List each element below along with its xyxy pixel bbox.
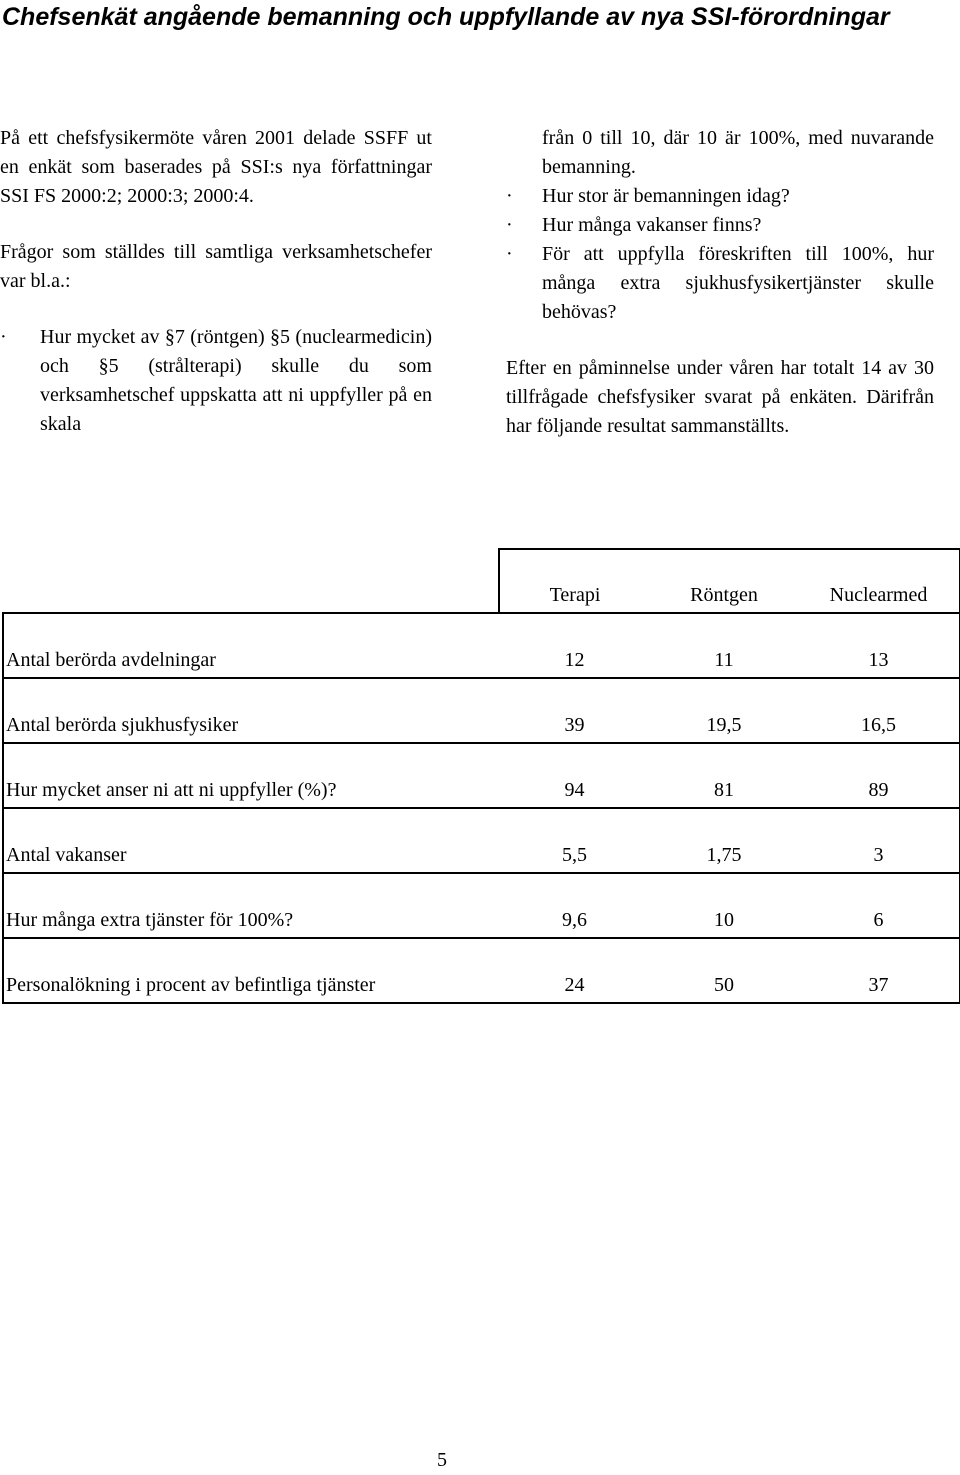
table-cell: 89 <box>798 743 960 808</box>
table-header-row <box>3 549 960 613</box>
left-column <box>0 124 432 439</box>
row-label: Antal vakanser <box>3 808 499 873</box>
bullet-continuation: från 0 till 10, där 10 är 100%, med nuvarande bemanning. <box>542 127 934 178</box>
bullet-dot-icon: · <box>506 243 513 265</box>
bullet-text-1: Hur mycket av §7 (röntgen) §5 (nuclearmedicin) och §5 (strålterapi) skulle du som verksamhetschef uppskatta att ni uppfyller på en skala <box>40 326 432 435</box>
table-cell: 50 <box>650 938 798 1003</box>
column-header-rontgen: Röntgen <box>650 549 798 613</box>
table-row <box>3 808 960 873</box>
bullet-item-1 <box>0 323 432 439</box>
page-title: Chefsenkät angående bemanning och uppfyllande av nya SSI-förordningar <box>2 3 890 31</box>
table-cell: 94 <box>499 743 650 808</box>
result-paragraph: Efter en påminnelse under våren har totalt 14 av 30 tillfrågade chefsfysiker svarat på enkäten. Därifrån har följande resultat sammanställts. <box>506 357 934 437</box>
row-label: Hur många extra tjänster för 100%? <box>3 873 499 938</box>
table-cell: 81 <box>650 743 798 808</box>
table-cell: 24 <box>499 938 650 1003</box>
bullet-dot-icon: · <box>506 214 513 236</box>
bullet-dot-icon: · <box>506 185 513 207</box>
table-cell: 5,5 <box>499 808 650 873</box>
intro-paragraph: På ett chefsfysikermöte våren 2001 delade SSFF ut en enkät som baserades på SSI:s nya författningar SSI FS 2000:2; 2000:3; 2000:4. <box>0 127 432 207</box>
table-corner <box>3 549 499 613</box>
table-row <box>3 743 960 808</box>
table-row <box>3 678 960 743</box>
bullet-text-3: Hur många vakanser finns? <box>542 214 762 236</box>
results-table <box>2 548 960 1004</box>
table-cell: 13 <box>798 613 960 678</box>
bullet-text-2: Hur stor är bemanningen idag? <box>542 185 790 207</box>
table-cell: 3 <box>798 808 960 873</box>
table-cell: 6 <box>798 873 960 938</box>
row-label: Antal berörda avdelningar <box>3 613 499 678</box>
row-label: Hur mycket anser ni att ni uppfyller (%)? <box>3 743 499 808</box>
bullet-item-4 <box>506 240 934 327</box>
bullet-item-3 <box>506 211 934 240</box>
table-row <box>3 613 960 678</box>
table-cell: 12 <box>499 613 650 678</box>
column-header-nuclearmed: Nuclearmed <box>798 549 960 613</box>
right-column <box>506 124 934 441</box>
row-label: Personalökning i procent av befintliga tjänster <box>3 938 499 1003</box>
bullet-text-4: För att uppfylla föreskriften till 100%, hur många extra sjukhusfysikertjänster skulle behövas? <box>542 243 934 323</box>
table-cell: 39 <box>499 678 650 743</box>
table-cell: 9,6 <box>499 873 650 938</box>
table-row <box>3 938 960 1003</box>
questions-intro: Frågor som ställdes till samtliga verksamhetschefer var bl.a.: <box>0 241 432 292</box>
bullet-item-2 <box>506 182 934 211</box>
table-cell: 37 <box>798 938 960 1003</box>
table-cell: 10 <box>650 873 798 938</box>
table-row <box>3 873 960 938</box>
table-cell: 19,5 <box>650 678 798 743</box>
row-label: Antal berörda sjukhusfysiker <box>3 678 499 743</box>
table-cell: 1,75 <box>650 808 798 873</box>
bullet-dot-icon: · <box>0 326 7 348</box>
column-header-terapi: Terapi <box>499 549 650 613</box>
page-number: 5 <box>437 1449 447 1471</box>
table-cell: 11 <box>650 613 798 678</box>
table-cell: 16,5 <box>798 678 960 743</box>
